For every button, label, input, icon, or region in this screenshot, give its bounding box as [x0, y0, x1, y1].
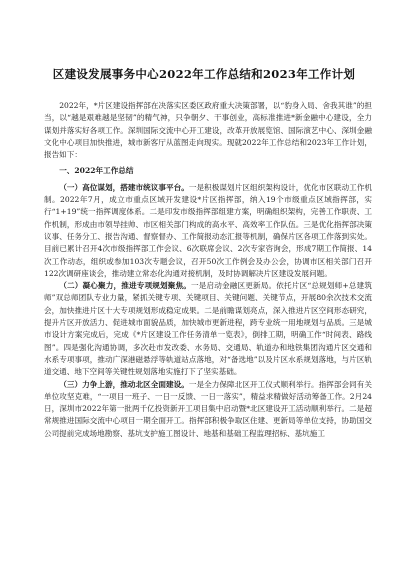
item-1-body: 一是积极谋划片区组织架构设计，优化市区联动工作机制。2022年7月，成立市重点区域开发建设*片区指挥部，纳入19个市级重点区域指挥部，实行“1+19”统一指挥调度体系。二是印发市级指挥部组建方案，明确组织架构，完善工作职责、工作机制，形成由市领导挂帅、市区相关部门构成的高水平、高效率工作队伍。三是优化指挥部决策议事、任务分工、报告沟通、督察督办、工作简报动态汇报等机制，确保片区各项工作落到实处。目前已累计召开4次市级指挥部工作会议、6次联席会议、2次专家咨询会，形成7期工作简报、14次工作动态，组织或参加103次专题会议，召开50次工作例会及办公会，协调市区相关部门召开122次调研座谈会，推动建立常态化沟通对接机制，及时协调解决片区建设发展问题。	[44, 182, 372, 278]
item-2-paragraph	[44, 280, 372, 378]
item-3-title: （三）力争上游，推动北区全面建设。	[59, 379, 189, 389]
item-1-title: （一）高位谋划，搭建市统议事平台。	[59, 182, 189, 192]
document-title: 区建设发展事务中心2022年工作总结和2023年工作计划	[52, 67, 356, 81]
item-3-paragraph	[44, 379, 372, 440]
item-1-paragraph	[44, 182, 372, 280]
item-2-title: （二）凝心聚力，推进专项规划聚焦。	[59, 281, 192, 291]
item-3-body: 一是全力保障北区开工仪式顺利举行。指挥部会同有关单位攻坚克难，“一项目一班子、一日一反馈、一日一落实”，精益求精做好活动筹备工作。2月24日，深圳市2022年第一批两千亿投资新开工项目集中启动暨*北区建设开工活动顺利举行。二是超常规推进国际交流中心项目一期全面开工。指挥部积极争取区住建、更新局等单位支持，协助国交公司提前完成场地勘察、基坑支护施工图设计、地基和基础工程监理招标、基坑施工	[44, 379, 372, 438]
item-2-body: 一是启动金融区更新局。依托片区“总规划师+总建筑师”双总师团队专业力量，紧抓关键专项、关键项目、关键问题、关键节点，开展80余次技术交流会，加快推进片区十大专项规划形成稳定成果。二是前瞻谋划亮点，深入推进片区空间形态研究，提升片区开放活力、促进城市面貌品质，加快城市更新进程，跨专业统一用地规划与品质。三是城市设计方案完成后，完成《*片区建设工作任务清单一览表》，倒排工期，明确工作“时间表、路线图”。四是强化沟通协调，多次赴市发改委、水务局、交通局、轨道办和地铁集团沟通片区交通和水系专项事项，推动广深港磁悬浮等轨道站点落地，对“备选地”以及片区水系规划落地，与片区轨道交通、地下空间等关键性规划落地实施打下了坚实基础。	[44, 281, 373, 377]
section-heading: 一、2022年工作总结	[59, 166, 134, 176]
document-body	[44, 100, 372, 440]
intro-paragraph: 2022年，*片区建设指挥部在决落实区委区政府重大决策部署，以“豹身入局、舍我其谁”的担当，以“越是艰难越是坚韧”的精气神，只争朝夕、干事创业，高标准推进*新金融中心建设，全力谋划并落实好各项工作。深圳国际交流中心开工建设，改革开放展览馆、国际演艺中心、深圳金融文化中心项目加快推进，城市新客厅从蓝图走向现实。现就2022年工作总结和2023年工作计划，报告如下：	[44, 101, 372, 160]
